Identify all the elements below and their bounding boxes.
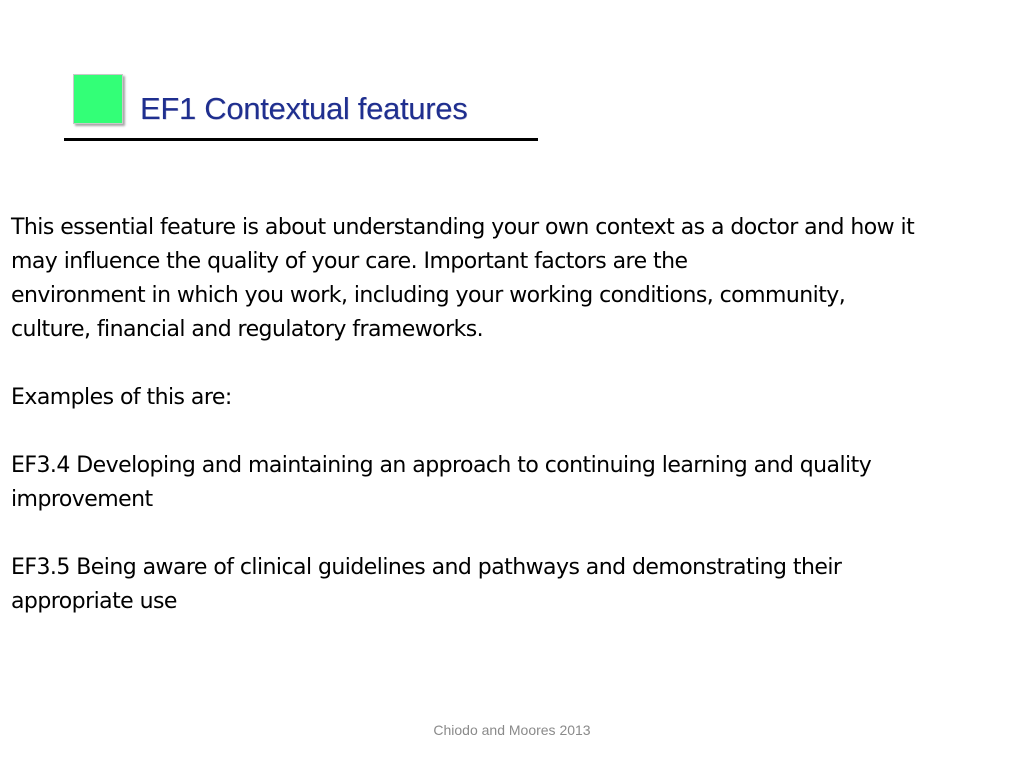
example-line: improvement <box>11 487 153 512</box>
footer-credit: Chiodo and Moores 2013 <box>433 722 591 738</box>
examples-heading <box>11 381 1016 415</box>
example-line: EF3.5 Being aware of clinical guidelines and pathways and demonstrating their <box>11 555 842 580</box>
example-line: EF3.4 Developing and maintaining an approach to continuing learning and quality <box>11 453 872 478</box>
example-item-ef3-4 <box>11 449 1016 517</box>
slide-header <box>64 70 538 142</box>
green-square-icon <box>73 74 123 124</box>
example-line: appropriate use <box>11 589 177 614</box>
slide-body <box>11 211 1016 653</box>
intro-line: culture, financial and regulatory frameworks. <box>11 317 484 342</box>
example-item-ef3-5 <box>11 551 1016 619</box>
examples-heading-text: Examples of this are: <box>11 385 232 410</box>
intro-line: This essential feature is about understanding your own context as a doctor and how it <box>11 215 915 240</box>
intro-line: may influence the quality of your care. Important factors are the <box>11 249 688 274</box>
slide-title: EF1 Contextual features <box>140 91 468 126</box>
title-underline <box>64 138 538 141</box>
intro-paragraph <box>11 211 1016 347</box>
intro-line: environment in which you work, including your working conditions, community, <box>11 283 846 308</box>
